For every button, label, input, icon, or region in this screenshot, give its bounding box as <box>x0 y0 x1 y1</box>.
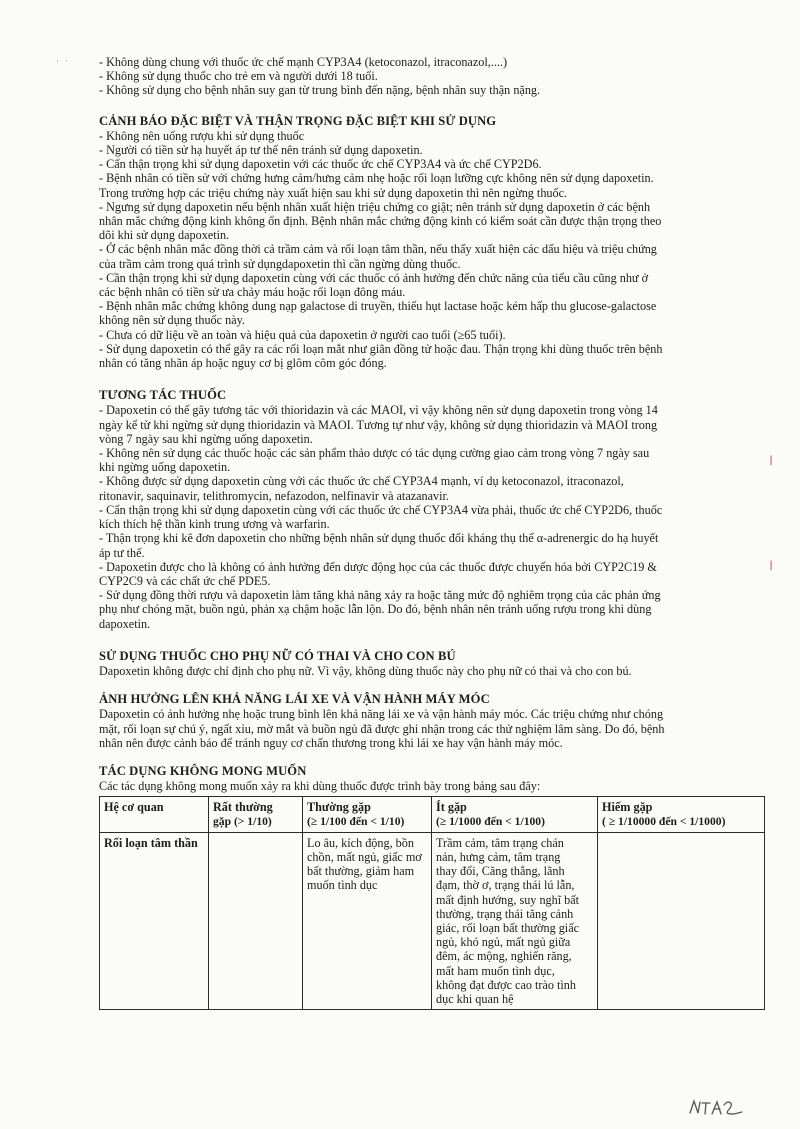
interaction-line: phụ như chóng mặt, buồn ngủ, phản xạ chậm hoặc lẫn lộn. Do đó, bệnh nhân nên tránh uống rượu trong khi dùng <box>99 602 652 617</box>
interactions-section <box>99 388 757 630</box>
warning-line: - Bệnh nhân có tiền sử với chứng hưng cảm/hưng cảm nhẹ hoặc rối loạn lưỡng cực không nên sử dụng dapoxetin. <box>99 171 654 186</box>
table-column-header: Rất thường gặp (> 1/10) <box>209 797 303 832</box>
warning-line: - Sử dụng dapoxetin có thể gây ra các rối loạn mắt như giãn đồng tử hoặc đau. Thận trọng khi dùng thuốc trên bệnh <box>99 341 663 356</box>
interaction-line: kích thích hệ thần kinh trung ương và warfarin. <box>99 517 330 532</box>
table-column-header: Thường gặp (≥ 1/100 đến < 1/10) <box>303 797 432 832</box>
warning-line: - Ngưng sử dụng dapoxetin nếu bệnh nhân xuất hiện triệu chứng co giật; nên tránh sử dụng dapoxetin ở các bệnh <box>99 199 651 214</box>
pregnancy-heading: SỬ DỤNG THUỐC CHO PHỤ NỮ CÓ THAI VÀ CHO CON BÚ <box>99 648 456 663</box>
driving-line: nhân nên được cảnh báo để tránh nguy cơ chấn thương trong khi lái xe hay vận hành máy móc. <box>99 735 563 750</box>
driving-heading: ẢNH HƯỞNG LÊN KHẢ NĂNG LÁI XE VÀ VẬN HÀNH MÁY MÓC <box>99 692 490 707</box>
warnings-section <box>99 114 757 371</box>
side-effects-intro: Các tác dụng không mong muốn xảy ra khi dùng thuốc được trình bày trong bảng sau đây: <box>99 779 541 794</box>
interaction-line: - Dapoxetin có thể gây tương tác với thioridazin và các MAOI, vì vậy không nên sử dụng dapoxetin trong vòng 14 <box>99 403 658 418</box>
cell-text-line: đêm, ác mộng, nghiến răng, <box>436 949 572 964</box>
cell-text-line: nản, hưng cảm, tâm trạng <box>436 849 561 864</box>
pregnancy-line: Dapoxetin không được chỉ định cho phụ nữ. Vì vậy, không dùng thuốc này cho phụ nữ có thai và cho con bú. <box>99 663 632 678</box>
contraindications-list <box>99 55 757 98</box>
warning-line: nhân mắc chứng động kinh không ổn định. Bệnh nhân mắc chứng động kinh có kiểm soát cần được thận trọng theo <box>99 214 662 229</box>
interaction-line: ritonavir, saquinavir, telithromycin, nefazodon, nelfinavir và atazanavir. <box>99 488 449 503</box>
interactions-lines <box>99 403 757 630</box>
warning-line: nhân có tăng nhãn áp hoặc nguy cơ bị glôm côm góc đóng. <box>99 356 387 371</box>
cell-text-line: giác, rối loạn bất thường giấc <box>436 920 580 935</box>
warning-line: dõi khi sử dụng dapoxetin. <box>99 228 230 243</box>
interaction-line: - Dapoxetin được cho là không có ảnh hưởng đến dược động học của các thuốc được chuyển hóa bởi CYP2C19 & <box>99 559 657 574</box>
cell-text-line: ngủ, khó ngủ, mất ngủ giữa <box>436 935 571 950</box>
cell-text-line: Trầm cảm, tâm trạng chán <box>436 835 564 850</box>
organ-system-cell: Rối loạn tâm thần <box>100 832 209 1009</box>
side-effects-heading: TÁC DỤNG KHÔNG MONG MUỐN <box>99 763 307 778</box>
handwritten-signature <box>686 1093 746 1119</box>
table-column-header: Hệ cơ quan <box>100 797 209 832</box>
interaction-line: - Không được sử dụng dapoxetin cùng với các thuốc ức chế CYP3A4 mạnh, ví dụ ketoconazol, itraconazol, <box>99 474 624 489</box>
interaction-line: - Thận trọng khi kê đơn dapoxetin cho những bệnh nhân sử dụng thuốc đối kháng thụ thể α-adrenergic do hạ huyết <box>99 531 659 546</box>
interaction-line: dapoxetin. <box>99 616 151 631</box>
warning-line: - Cẩn thận trọng khi sử dụng dapoxetin với các thuốc ức chế CYP3A4 và ức chế CYP2D6. <box>99 157 542 172</box>
warning-line: - Ở các bệnh nhân mắc đồng thời cả trầm cảm và rối loạn tâm thần, nếu thấy xuất hiện các dấu hiệu và triệu chứng <box>99 242 657 257</box>
rare-cell <box>598 832 765 1009</box>
warning-line: - Bệnh nhân mắc chứng không dung nạp galactose di truyền, thiếu hụt lactase hoặc kém hấp thu glucose-galactose <box>99 299 657 314</box>
interaction-line: áp tư thế. <box>99 545 145 560</box>
scan-mark: · · <box>56 56 71 66</box>
cell-text-line: bất thường, giảm ham <box>307 864 415 879</box>
uncommon-cell <box>432 832 598 1009</box>
contraindication-line: - Không sử dụng cho bệnh nhân suy gan từ trung bình đến nặng, bệnh nhân suy thận nặng. <box>99 83 541 98</box>
side-effects-section <box>99 764 757 1010</box>
document-page <box>99 55 757 1010</box>
interaction-line: - Cẩn thận trọng khi sử dụng dapoxetin cùng với các thuốc ức chế CYP3A4 vừa phải, thuốc ức chế CYP2D6, thuốc <box>99 502 663 517</box>
cell-text-line: thường, trạng thái tăng cảnh <box>436 906 574 921</box>
common-cell <box>303 832 432 1009</box>
driving-line: mặt, rối loạn sự chú ý, ngất xỉu, mờ mắt và buồn ngủ đã được ghi nhận trong các thử nghiệm lâm sàng. Do đó, bệnh <box>99 721 665 736</box>
warning-line: - Chưa có dữ liệu về an toàn và hiệu quả của dapoxetin ở người cao tuổi (≥65 tuổi). <box>99 327 506 342</box>
warning-line: - Không nên uống rượu khi sử dụng thuốc <box>99 128 305 143</box>
table-column-header: Hiếm gặp ( ≥ 1/10000 đến < 1/1000) <box>598 797 765 832</box>
margin-stamp-mark: | <box>769 455 773 466</box>
interaction-line: khi ngừng uống dapoxetin. <box>99 460 231 475</box>
driving-section <box>99 692 757 750</box>
pregnancy-lines <box>99 664 757 678</box>
warning-line: các bệnh nhân có tiền sử ưa chảy máu hoặc rối loạn đông máu. <box>99 285 406 300</box>
cell-text-line: Lo âu, kích động, bồn <box>307 835 414 850</box>
driving-line: Dapoxetin có ảnh hưởng nhẹ hoặc trung bình lên khả năng lái xe và vận hành máy móc. Các triệu chứng như chóng <box>99 707 664 722</box>
warning-line: Trong trường hợp các triệu chứng này xuất hiện sau khi sử dụng dapoxetin thì nên ngừng thuốc. <box>99 185 568 200</box>
driving-lines <box>99 707 757 750</box>
margin-stamp-mark: | <box>769 560 773 571</box>
cell-text-line: mất định hướng, suy nghĩ bất <box>436 892 580 907</box>
very-common-cell <box>209 832 303 1009</box>
cell-text-line: thay đổi, Căng thẳng, lãnh <box>436 864 565 879</box>
cell-text-line: chồn, mất ngủ, giấc mơ <box>307 849 422 864</box>
interaction-line: ngày kể từ khi ngừng sử dụng thioridazin và MAOI. Tương tự như vậy, không sử dụng thioridazin và MAOI trong <box>99 417 658 432</box>
pregnancy-section <box>99 649 757 678</box>
warning-line: không nên sử dụng thuốc này. <box>99 313 245 328</box>
interaction-line: CYP2C9 và các chất ức chế PDE5. <box>99 573 271 588</box>
interaction-line: - Sử dụng đồng thời rượu và dapoxetin làm tăng khả năng xảy ra hoặc tăng mức độ nghiêm trọng của các phản ứng <box>99 588 661 603</box>
interactions-heading: TƯƠNG TÁC THUỐC <box>99 388 227 403</box>
table-row <box>100 832 765 1009</box>
warnings-heading: CẢNH BÁO ĐẶC BIỆT VÀ THẬN TRỌNG ĐẶC BIỆT KHI SỬ DỤNG <box>99 113 497 128</box>
table-header-row <box>100 797 765 832</box>
cell-text-line: dục khi quan hệ <box>436 991 514 1006</box>
side-effects-table <box>99 796 765 1010</box>
interaction-line: vòng 7 ngày sau khi ngừng uống dapoxetin. <box>99 431 313 446</box>
interaction-line: - Không nên sử dụng các thuốc hoặc các sản phẩm thảo dược có tác dụng cường giao cảm trong vòng 7 ngày sau <box>99 446 650 461</box>
table-column-header: Ít gặp (≥ 1/1000 đến < 1/100) <box>432 797 598 832</box>
cell-text-line: không đạt được cao trào tình <box>436 977 576 992</box>
contraindication-line: - Không sử dụng thuốc cho trẻ em và người dưới 18 tuổi. <box>99 69 378 84</box>
warning-line: - Cần thận trọng khi sử dụng dapoxetin cùng với các thuốc có ảnh hưởng đến chức năng của tiểu cầu cũng như ở <box>99 270 649 285</box>
cell-text-line: muốn tình dục <box>307 878 378 893</box>
warning-line: - Người có tiền sử hạ huyết áp tư thế nên tránh sử dụng dapoxetin. <box>99 143 423 158</box>
warning-line: của trầm cảm trong quá trình sử dụngdapoxetin thì cần ngừng dùng thuốc. <box>99 256 461 271</box>
cell-text-line: đạm, thờ ơ, trạng thái lú lẫn, <box>436 878 575 893</box>
contraindication-line: - Không dùng chung với thuốc ức chế mạnh CYP3A4 (ketoconazol, itraconazol,....) <box>99 55 508 69</box>
warnings-lines <box>99 129 757 370</box>
cell-text-line: mất ham muốn tình dục, <box>436 963 555 978</box>
